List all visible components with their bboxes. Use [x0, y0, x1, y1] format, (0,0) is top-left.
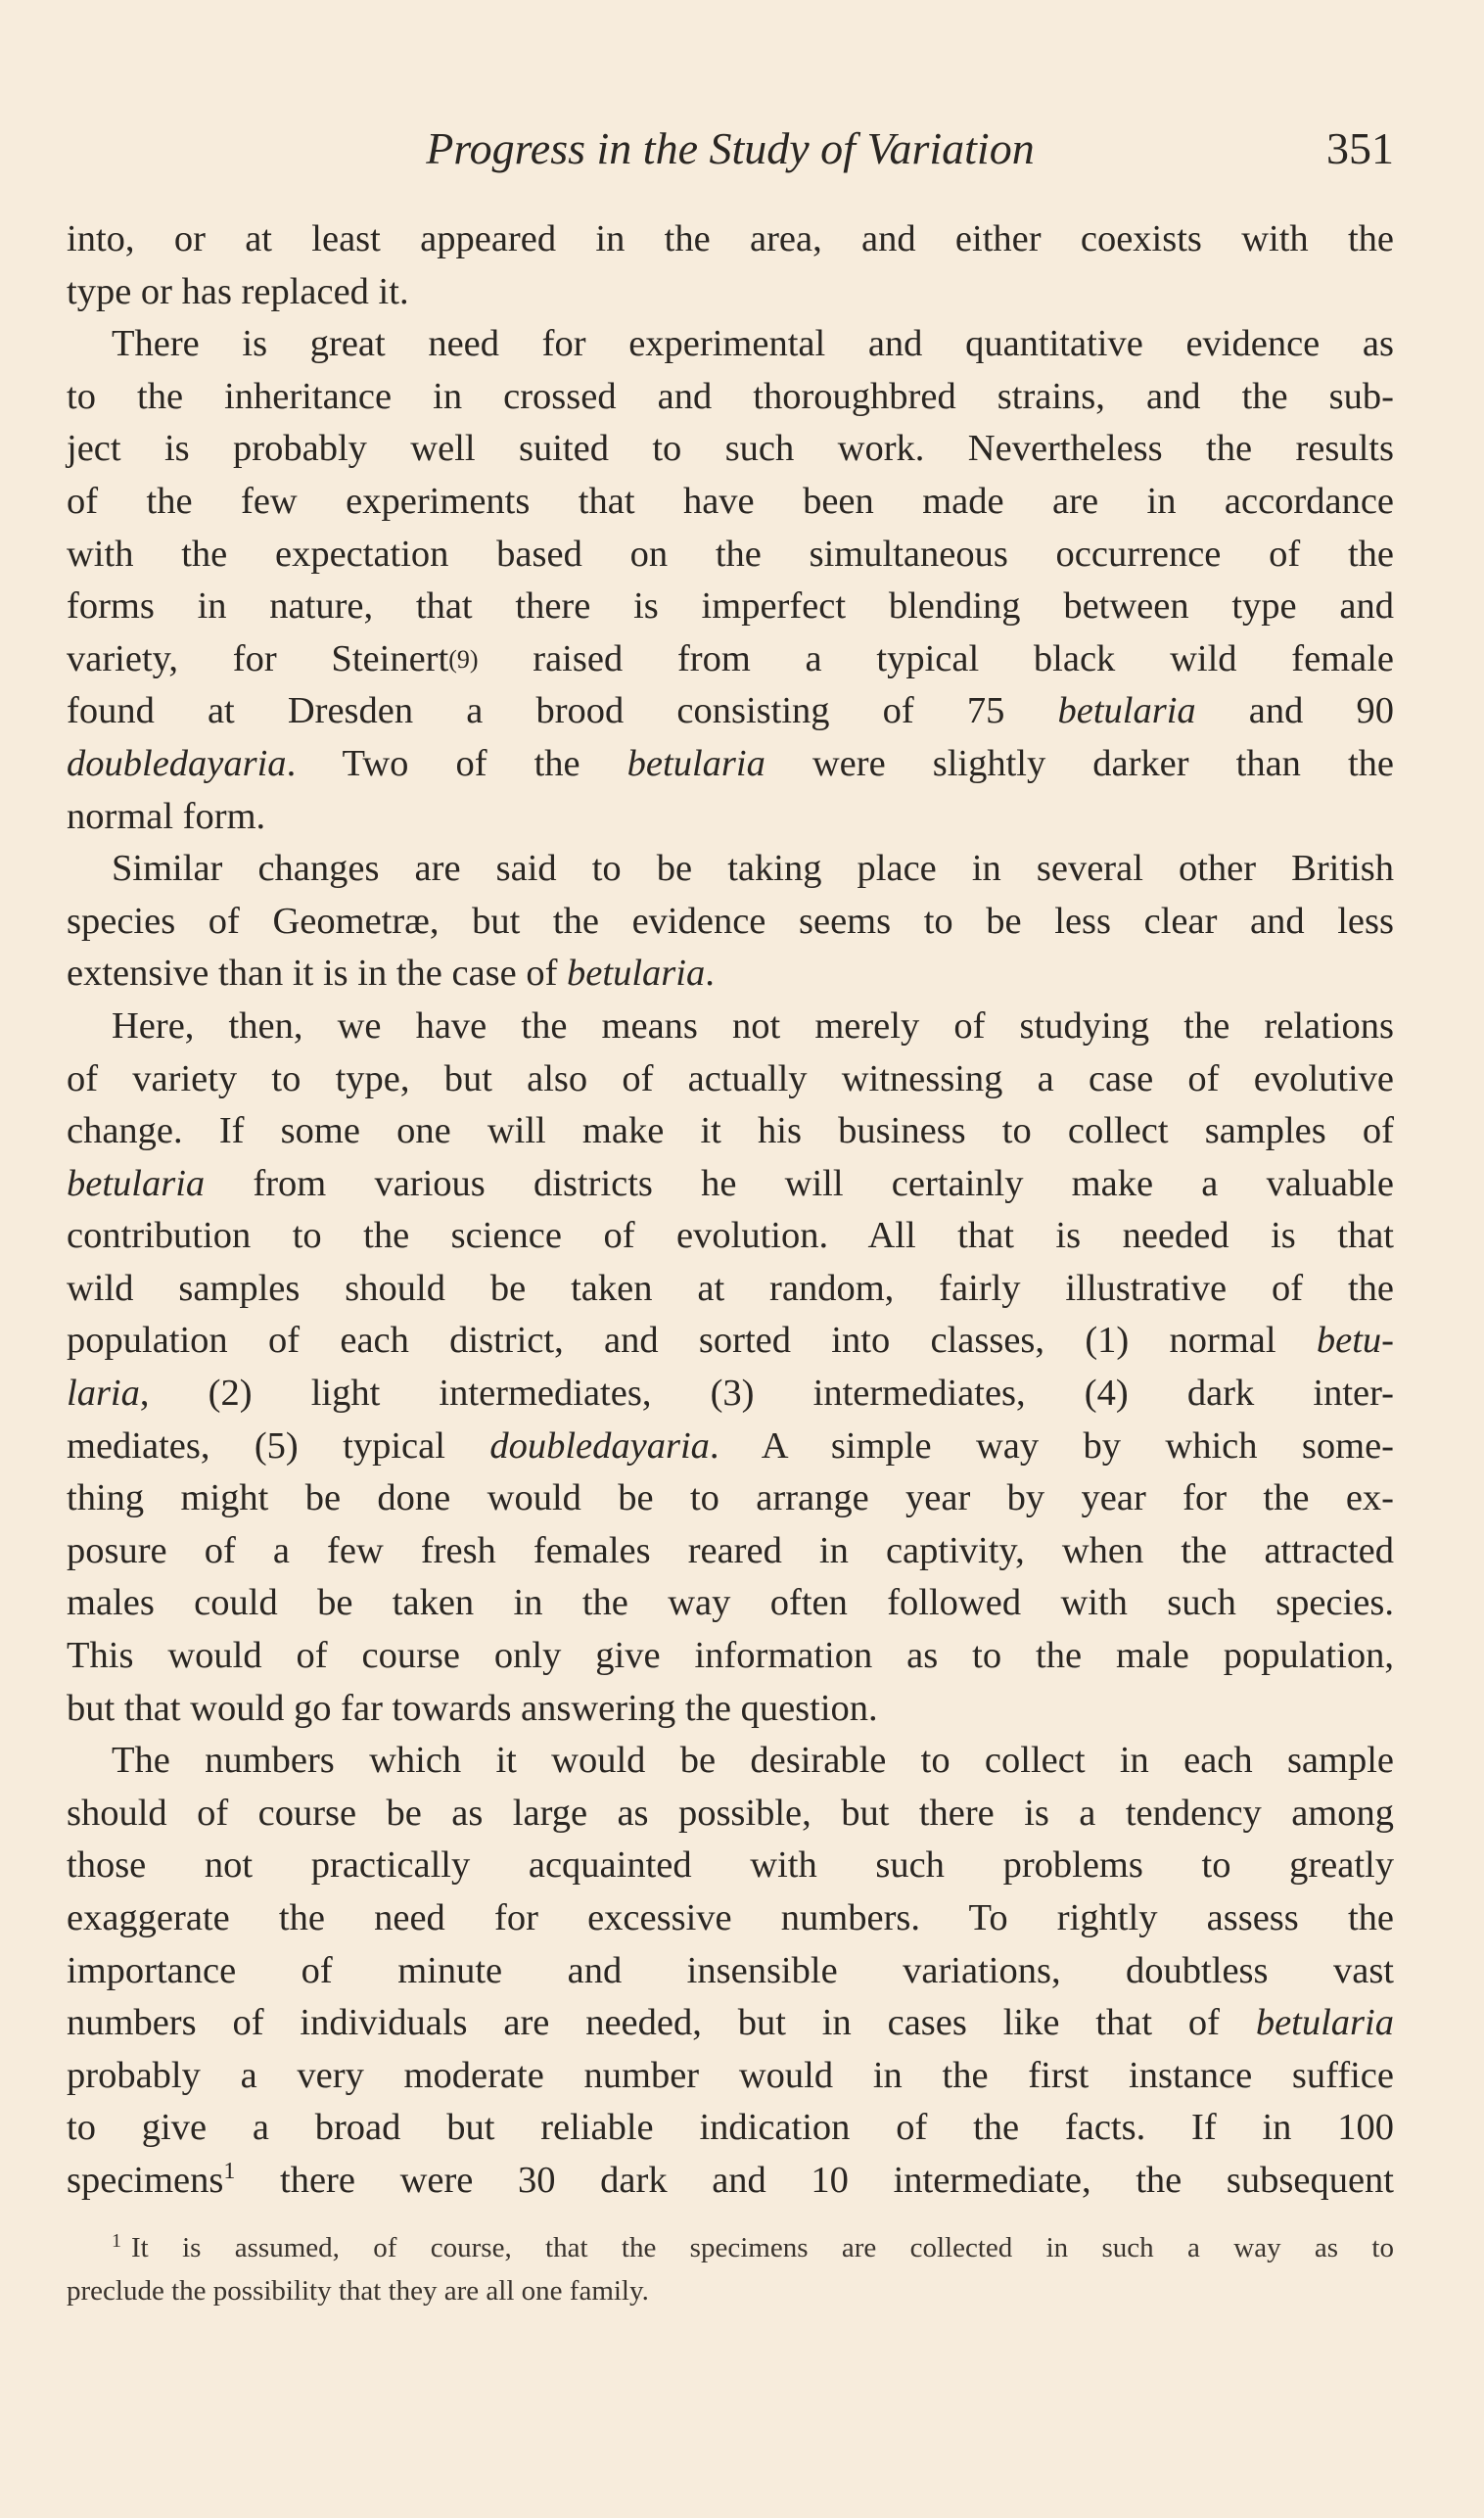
text-line: importance of minute and insensible variations, doubtless vast: [67, 1949, 1394, 1991]
text-line: but that would go far towards answering the question.: [67, 1687, 878, 1729]
body-text: [67, 213, 1394, 2208]
text-line: species of Geometræ, but the evidence seems to be less clear and less: [67, 900, 1394, 942]
text-line: with the expectation based on the simultaneous occurrence of the: [67, 533, 1394, 575]
footnote-line: preclude the possibility that they are all one family.: [67, 2275, 649, 2307]
text-line: numbers of individuals are needed, but in cases like that of betularia: [67, 2002, 1394, 2044]
text-line: to give a broad but reliable indication of the facts. If in 100: [67, 2107, 1394, 2149]
text-line: This would of course only give information as to the male population,: [67, 1635, 1394, 1677]
text-line: of variety to type, but also of actually witnessing a case of evolutive: [67, 1057, 1394, 1099]
text-line: exaggerate the need for excessive numbers. To rightly assess the: [67, 1897, 1394, 1938]
text-line: Similar changes are said to be taking place in several other British: [112, 848, 1394, 890]
running-head: [67, 119, 1394, 178]
text-line: type or has replaced it.: [67, 270, 409, 312]
text-line: contribution to the science of evolution. All that is needed is that: [67, 1215, 1394, 1257]
running-title: Progress in the Study of Variation: [426, 123, 1035, 173]
text-line: population of each district, and sorted into classes, (1) normal betu-: [67, 1320, 1394, 1362]
citation-reference: (9): [448, 644, 479, 674]
text-line: found at Dresden a brood consisting of 75 betularia and 90: [67, 690, 1395, 732]
text-line: The numbers which it would be desirable to collect in each sample: [112, 1740, 1394, 1782]
text-line: Here, then, we have the means not merely of studying the relations: [112, 1004, 1394, 1047]
footnote-line: $^1$ It is assumed, of course, that the specimens are collected in such a way as to: [112, 2230, 1394, 2263]
text-line: thing might be done would be to arrange year by year for the ex-: [67, 1477, 1394, 1519]
text-line: normal form.: [67, 795, 266, 837]
text-line: ject is probably well suited to such work. Nevertheless the results: [67, 428, 1394, 470]
text-line: doubledayaria. Two of the betularia were slightly darker than the: [67, 742, 1394, 784]
text-line: males could be taken in the way often followed with such species.: [67, 1582, 1394, 1624]
text-line: forms in nature, that there is imperfect blending between type and: [67, 585, 1394, 628]
page-number: 351: [1326, 123, 1394, 173]
text-line: into, or at least appeared in the area, and either coexists with the: [67, 218, 1394, 259]
text-line: probably a very moderate number would in the first instance suffice: [67, 2054, 1394, 2096]
text-line: those not practically acquainted with such problems to greatly: [67, 1844, 1394, 1887]
text-line: specimens$^1$ there were 30 dark and 10 intermediate, the subsequent: [67, 2158, 1394, 2201]
text-line: change. If some one will make it his business to collect samples of: [67, 1110, 1394, 1152]
text-line: wild samples should be taken at random, fairly illustrative of the: [67, 1267, 1394, 1309]
text-line: laria, (2) light intermediates, (3) intermediates, (4) dark inter-: [67, 1373, 1394, 1415]
text-line: betularia from various districts he will certainly make a valuable: [67, 1162, 1394, 1204]
text-line: posure of a few fresh females reared in captivity, when the attracted: [67, 1529, 1394, 1571]
text-line: There is great need for experimental and quantitative evidence as: [112, 323, 1394, 365]
text-line: of the few experiments that have been made are in accordance: [67, 480, 1394, 522]
text-line: should of course be as large as possible, but there is a tendency among: [67, 1792, 1394, 1834]
text-line: extensive than it is in the case of betularia.: [67, 953, 715, 995]
footnote-marker: 1: [223, 2158, 236, 2184]
text-line: to the inheritance in crossed and thoroughbred strains, and the sub-: [67, 375, 1394, 417]
text-line: mediates, (5) typical doubledayaria. A simple way by which some-: [67, 1424, 1394, 1467]
footnote-mark: 1: [112, 2230, 121, 2252]
text-line: variety, for Steinert(9) raised from a typical black wild female: [67, 637, 1395, 679]
footnote: [67, 2226, 1394, 2312]
